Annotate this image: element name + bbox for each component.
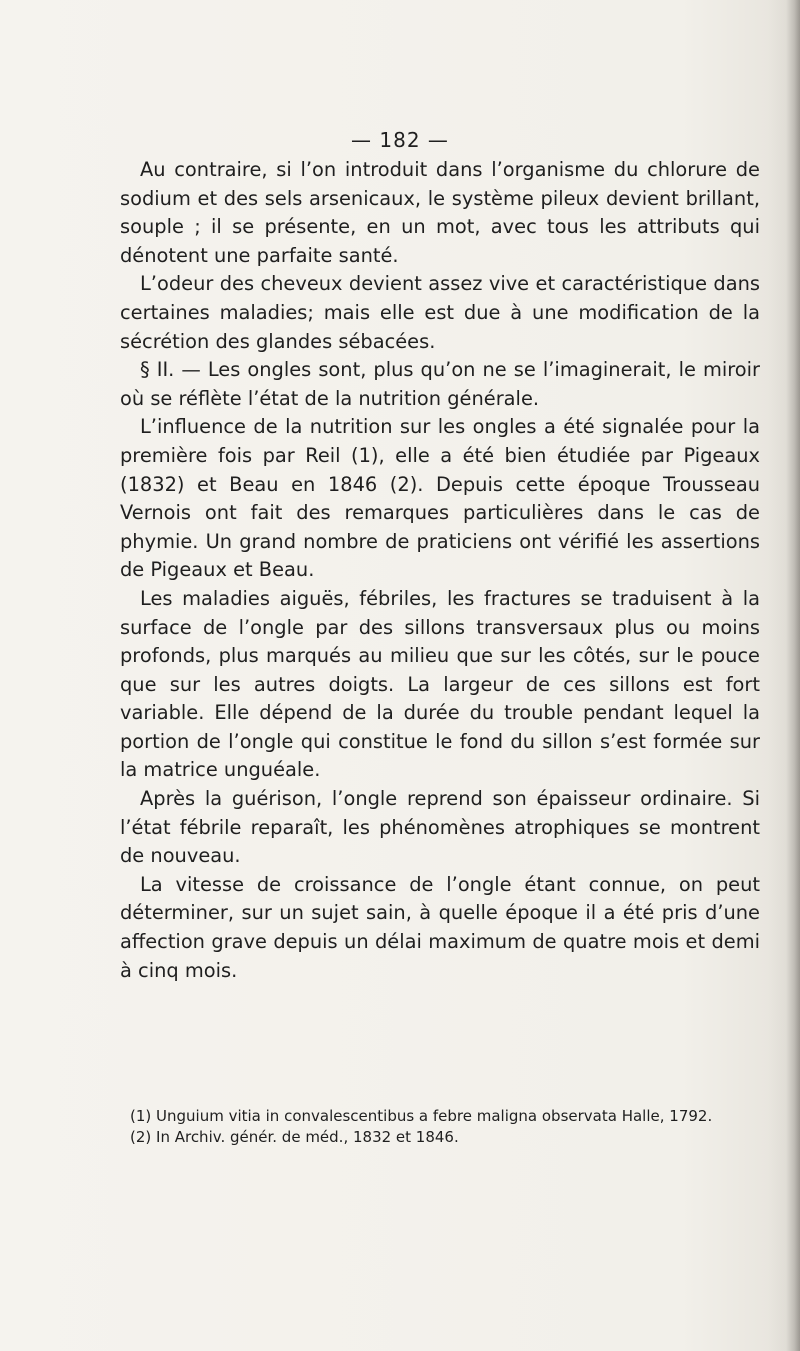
body-text xyxy=(120,156,760,985)
paragraph: § II. — Les ongles sont, plus qu’on ne se l’imaginerait, le miroir où se réflète l’état de la nutrition générale. xyxy=(120,358,760,410)
paragraph: Les maladies aiguës, fébriles, les fractures se traduisent à la surface de l’ongle par des sillons transversaux plus ou moins profonds, plus marqués au milieu que sur les côtés, sur le pouce que sur les autres doigts. La largeur de ces sillons est fort variable. Elle dépend de la durée du trouble pendant lequel la portion de l’ongle qui constitue le fond du sillon s’est formée sur la matrice unguéale. xyxy=(120,586,760,782)
footnote: (1) Unguium vitia in convalescentibus a febre maligna observata Halle, 1792. xyxy=(130,1107,713,1125)
page-number: — 182 — xyxy=(351,128,449,152)
footnotes xyxy=(120,1106,760,1148)
footnote: (2) In Archiv. génér. de méd., 1832 et 1846. xyxy=(130,1128,459,1146)
page-edge-shadow xyxy=(786,0,800,1351)
paragraph: Après la guérison, l’ongle reprend son épaisseur ordinaire. Si l’état fébrile reparaît, les phénomènes atrophiques se montrent de nouveau. xyxy=(120,787,760,868)
paragraph: L’influence de la nutrition sur les ongles a été signalée pour la première fois par Reil (1), elle a été bien étudiée par Pigeaux (1832) et Beau en 1846 (2). Depuis cette époque Trousseau Vernois ont fait des remarques particulières dans le cas de phymie. Un grand nombre de praticiens ont vérifié les assertions de Pigeaux et Beau. xyxy=(120,415,760,582)
paragraph: L’odeur des cheveux devient assez vive et caractéristique dans certaines maladies; mais elle est due à une modification de la sécrétion des glandes sébacées. xyxy=(120,272,760,353)
paragraph: La vitesse de croissance de l’ongle étant connue, on peut déterminer, sur un sujet sain, à quelle époque il a été pris d’une affection grave depuis un délai maximum de quatre mois et demi à cinq mois. xyxy=(120,872,760,982)
paragraph: Au contraire, si l’on introduit dans l’organisme du chlorure de sodium et des sels arsenicaux, le système pileux devient brillant, souple ; il se présente, en un mot, avec tous les attributs qui dénotent une parfaite santé. xyxy=(120,158,760,267)
